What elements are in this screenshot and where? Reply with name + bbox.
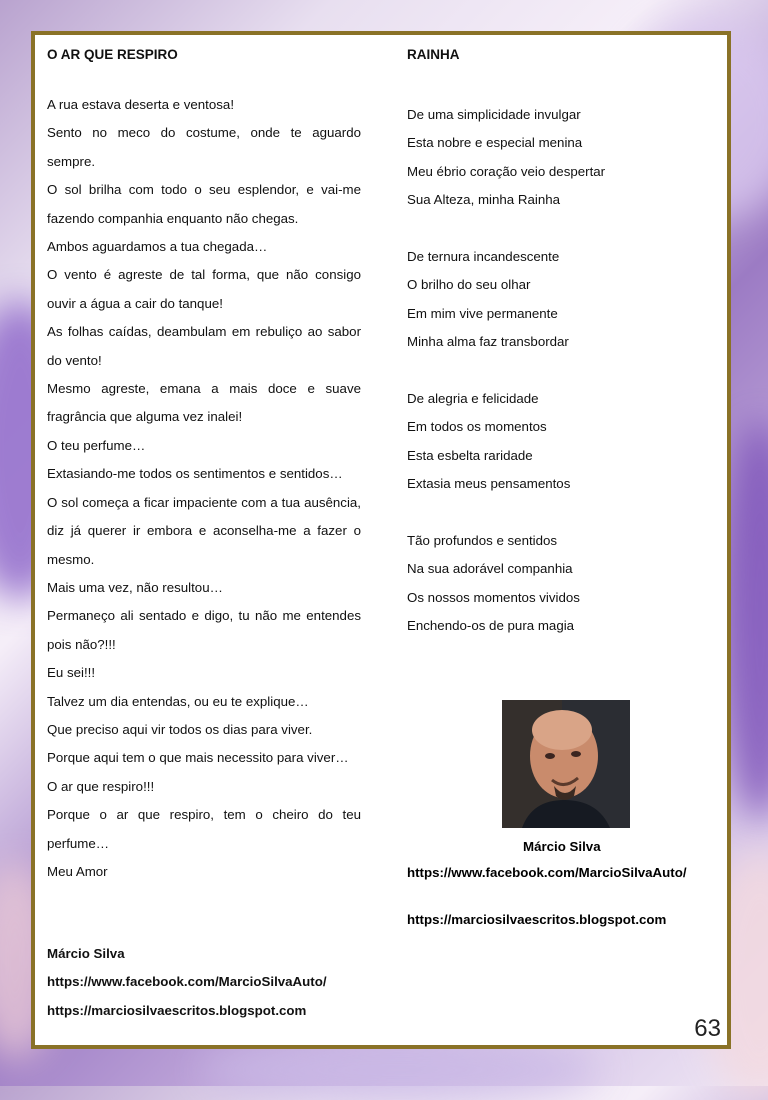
blog-link[interactable]: https://marciosilvaescritos.blogspot.com	[47, 1002, 307, 1018]
prose-line: Talvez um dia entendas, ou eu te explique…	[47, 693, 309, 709]
prose-line: Eu sei!!!	[47, 665, 96, 681]
author-signature-left	[47, 940, 327, 1025]
verse-line: Extasia meus pensamentos	[407, 476, 571, 492]
verse-line: Em todos os momentos	[407, 419, 547, 435]
prose-line: O vento é agreste de tal forma, que não consigo ouvir a água a cair do tanque!	[47, 267, 361, 311]
prose-line: O ar que respiro!!!	[47, 778, 155, 794]
prose-line: Porque o ar que respiro, tem o cheiro do teu perfume…	[47, 807, 361, 851]
verse-line: Em mim vive permanente	[407, 305, 558, 321]
prose-line: Extasiando-me todos os sentimentos e sentidos…	[47, 466, 343, 482]
poem-body	[407, 101, 605, 669]
prose-line: Ambos aguardamos a tua chegada…	[47, 239, 268, 255]
verse-line: Esta esbelta raridade	[407, 447, 533, 463]
verse-line: Minha alma faz transbordar	[407, 334, 569, 350]
verse-line: Na sua adorável companhia	[407, 561, 573, 577]
prose-line: Meu Amor	[47, 863, 108, 879]
stanza	[407, 527, 605, 641]
prose-line: Sento no meco do costume, onde te aguardo sempre.	[47, 125, 361, 169]
prose-line: O sol brilha com todo o seu esplendor, e vai-me fazendo companhia enquanto não chegas.	[47, 182, 361, 226]
verse-line: De ternura incandescente	[407, 249, 560, 265]
page-number: 63	[694, 1015, 721, 1042]
verse-line: De uma simplicidade invulgar	[407, 107, 581, 122]
prose-text	[47, 91, 361, 886]
page-frame	[31, 31, 731, 1049]
verse-line: Esta nobre e especial menina	[407, 135, 583, 151]
prose-line: As folhas caídas, deambulam em rebuliço ao sabor do vento!	[47, 324, 361, 368]
verse-line: Meu ébrio coração veio despertar	[407, 163, 606, 179]
verse-line: Tão profundos e sentidos	[407, 533, 558, 549]
prose-line: O sol começa a ficar impaciente com a tua ausência, diz já querer ir embora e aconselha-me a fazer o mesmo.	[47, 494, 361, 567]
prose-line: Permaneço ali sentado e digo, tu não me entendes pois não?!!!	[47, 608, 361, 652]
prose-line: O teu perfume…	[47, 437, 146, 453]
verse-line: O brilho do seu olhar	[407, 277, 531, 293]
prose-line: Porque aqui tem o que mais necessito para viver…	[47, 750, 349, 766]
prose-line: Que preciso aqui vir todos os dias para viver.	[47, 721, 313, 737]
prose-line: Mais uma vez, não resultou…	[47, 579, 223, 595]
facebook-link-right[interactable]: https://www.facebook.com/MarcioSilvaAuto/	[407, 865, 687, 880]
verse-line: Os nossos momentos vividos	[407, 589, 580, 605]
prose-line: A rua estava deserta e ventosa!	[47, 97, 235, 112]
blog-link-right[interactable]: https://marciosilvaescritos.blogspot.com	[407, 912, 667, 927]
stanza	[407, 101, 605, 215]
stanza	[407, 385, 605, 499]
poem-title-left: O AR QUE RESPIRO	[47, 47, 178, 62]
facebook-link[interactable]: https://www.facebook.com/MarcioSilvaAuto/	[47, 974, 327, 990]
prose-line: Mesmo agreste, emana a mais doce e suave fragrância que alguma vez inalei!	[47, 381, 361, 425]
verse-line: Enchendo-os de pura magia	[407, 618, 575, 634]
author-portrait-icon	[502, 700, 630, 828]
poem-title-right: RAINHA	[407, 47, 460, 62]
stanza	[407, 243, 605, 357]
author-photo	[502, 700, 630, 828]
verse-line: Sua Alteza, minha Rainha	[407, 192, 561, 208]
verse-line: De alegria e felicidade	[407, 391, 539, 407]
author-name-right: Márcio Silva	[523, 839, 601, 854]
author-name: Márcio Silva	[47, 946, 125, 961]
